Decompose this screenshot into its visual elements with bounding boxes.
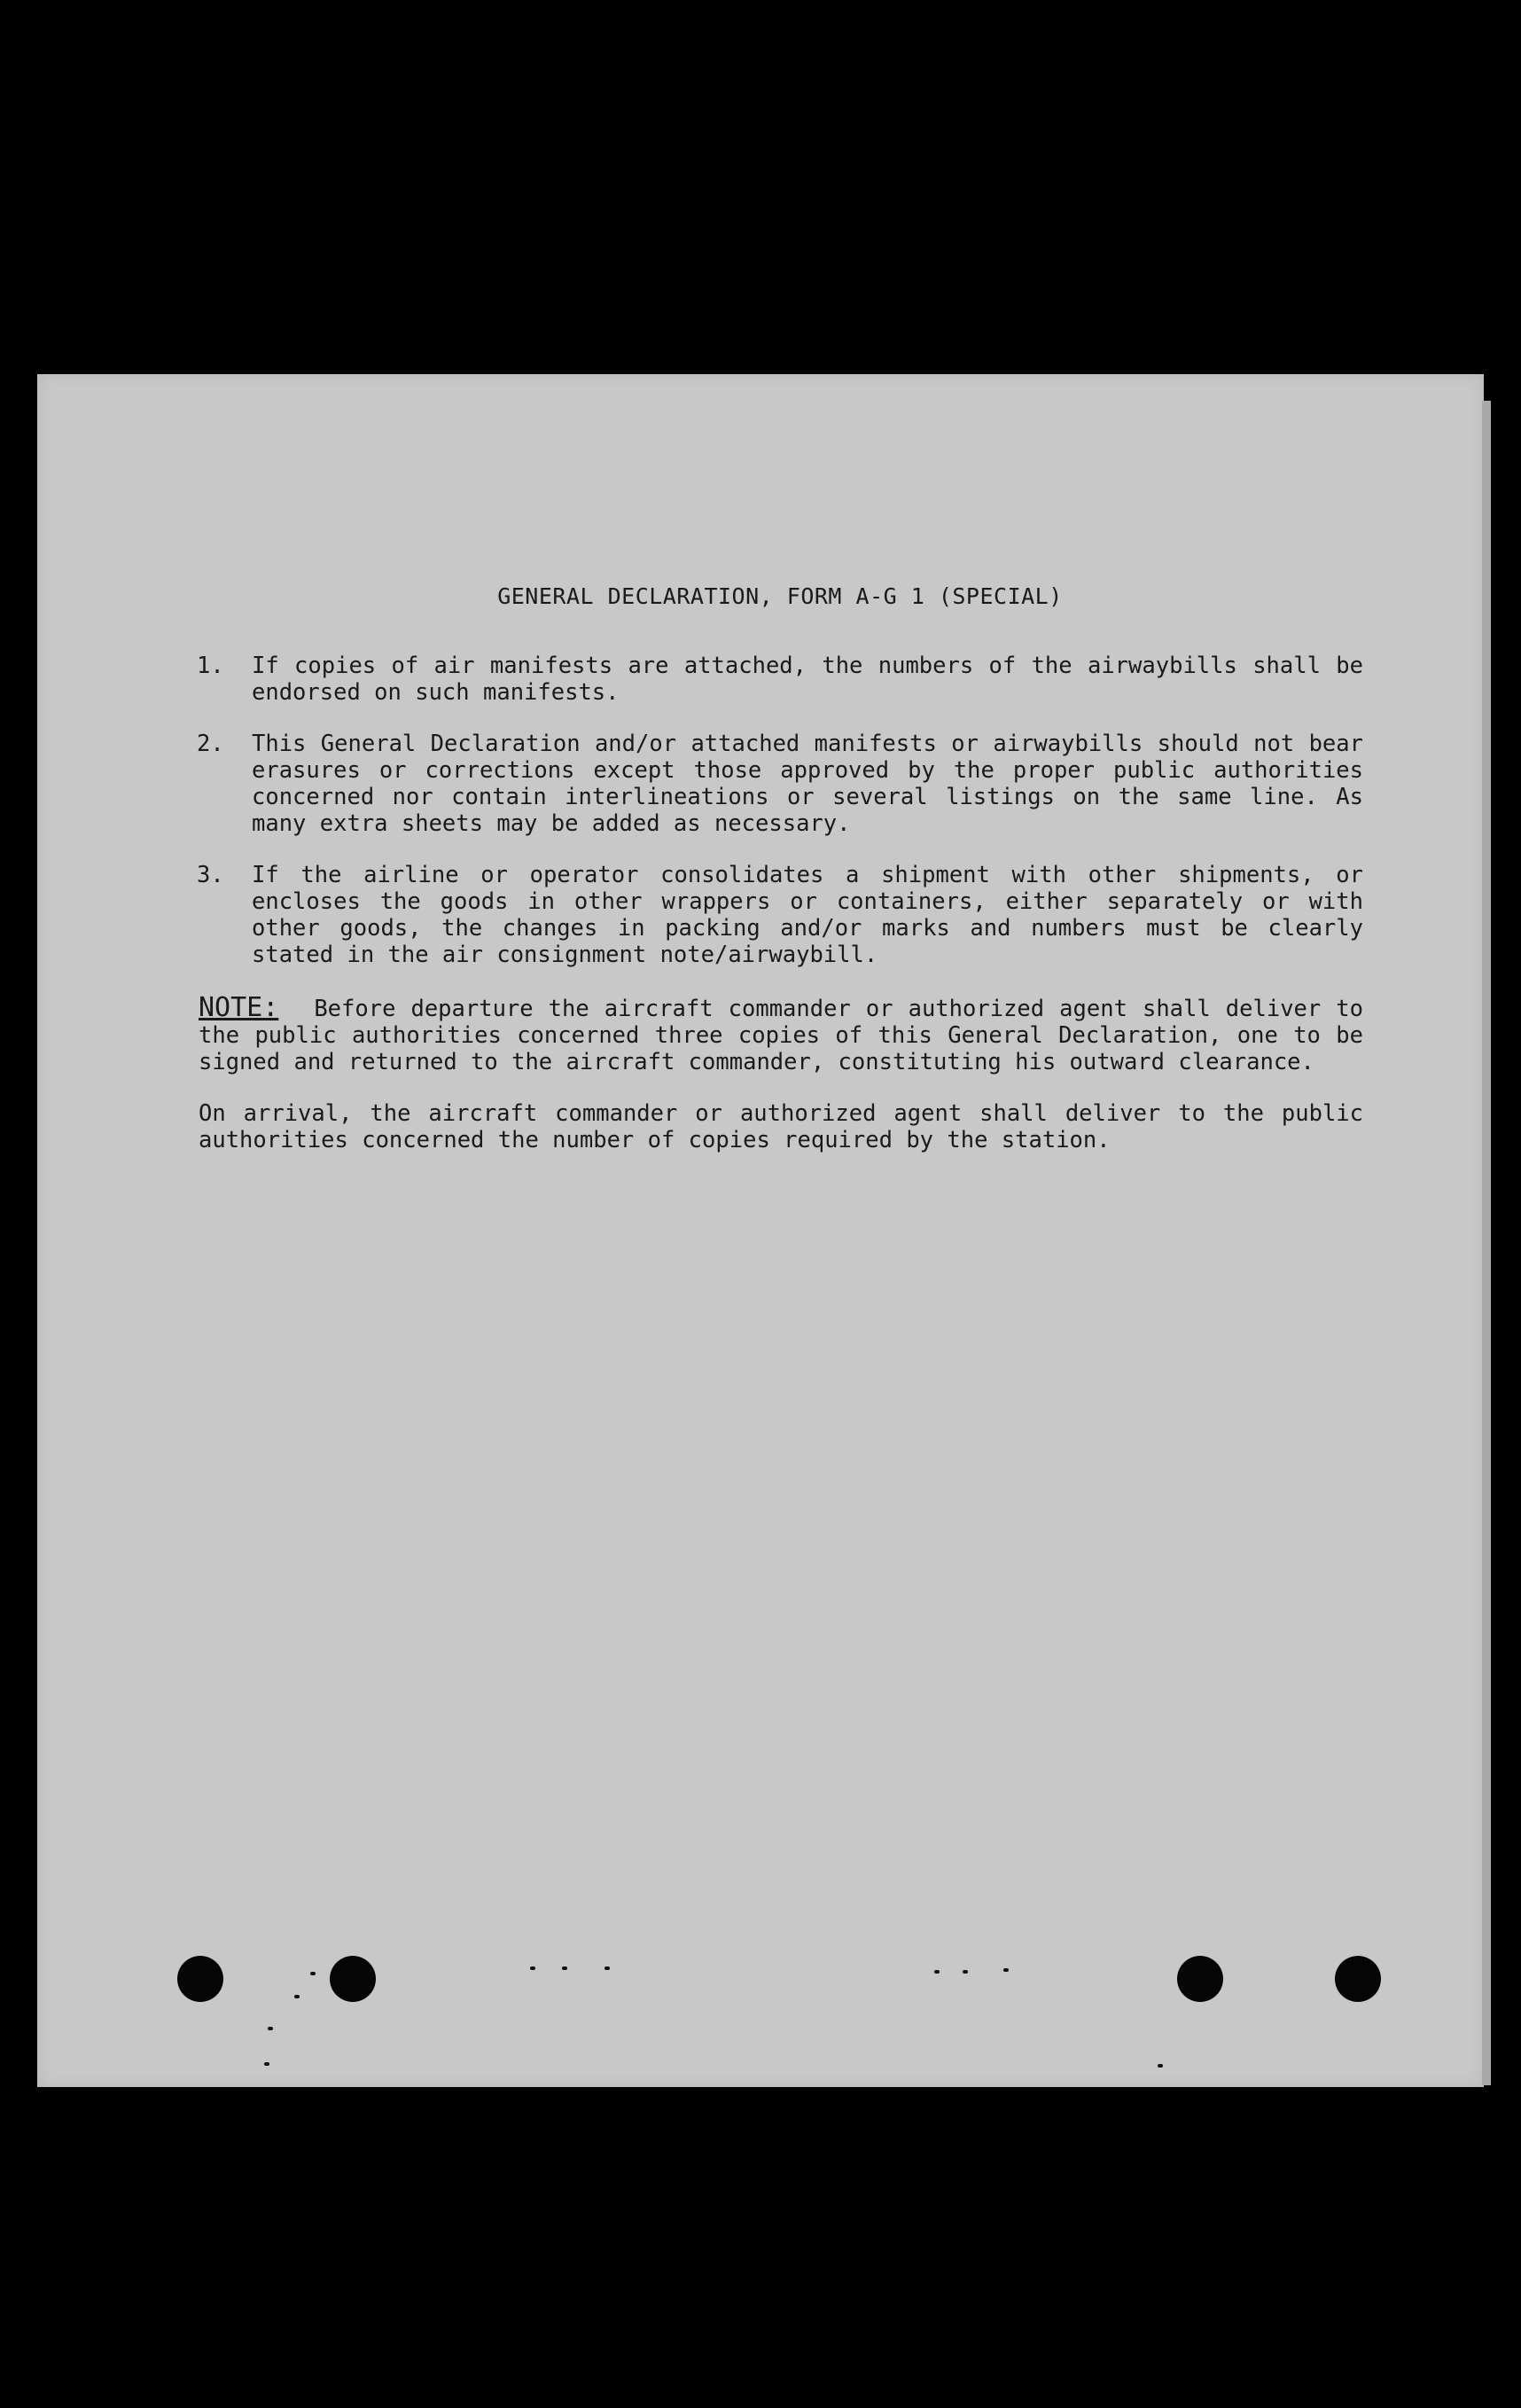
document-page <box>37 374 1484 2087</box>
document-content <box>161 583 1384 1153</box>
arrival-paragraph: On arrival, the aircraft commander or authorized agent shall deliver to the public authorities concerned the number of copies required by the station. <box>199 1100 1363 1153</box>
item-text: If copies of air manifests are attached, the numbers of the airwaybills shall be endorsed on such manifests. <box>252 653 1363 706</box>
note-text: Before departure the aircraft commander or authorized agent shall deliver to the public authorities concerned three copies of this General Declaration, one to be signed and returned to the aircraft commander, constituting his outward clearance. <box>199 996 1363 1075</box>
list-item <box>161 653 1384 706</box>
list-item <box>161 731 1384 837</box>
scan-speck <box>1003 1968 1009 1972</box>
item-text: This General Declaration and/or attached manifests or airwaybills should not bear erasures or corrections except those approved by the proper public authorities concerned nor contain interlineations or several listings on the same line. As many extra sheets may be added as necessary. <box>252 731 1363 837</box>
scan-speck <box>562 1966 567 1970</box>
item-number: 3. <box>197 862 224 888</box>
item-number: 1. <box>197 653 224 679</box>
scan-speck <box>264 2062 269 2066</box>
scan-speck <box>530 1966 535 1970</box>
punch-hole <box>330 1956 376 2002</box>
document-title: GENERAL DECLARATION, FORM A-G 1 (SPECIAL) <box>497 583 1063 609</box>
scan-speck <box>268 2027 273 2030</box>
page-edge <box>1482 401 1491 2085</box>
punch-hole <box>177 1956 223 2002</box>
scan-speck <box>294 1995 300 1998</box>
item-text: If the airline or operator consolidates a shipment with other shipments, or encloses the goods in other wrappers or containers, either separately or with other goods, the changes in packing and/or marks and numbers must be clearly stated in the air consignment note/airwaybill. <box>252 862 1363 968</box>
item-number: 2. <box>197 731 224 757</box>
scan-speck <box>963 1970 968 1974</box>
scan-speck <box>934 1970 940 1974</box>
note-paragraph <box>161 992 1384 1075</box>
scan-speck <box>1158 2064 1163 2068</box>
list-item <box>161 862 1384 968</box>
punch-hole <box>1335 1956 1381 2002</box>
scan-speck <box>604 1966 610 1970</box>
punch-hole <box>1177 1956 1223 2002</box>
note-label: NOTE: <box>199 992 279 1023</box>
scan-speck <box>310 1972 316 1975</box>
